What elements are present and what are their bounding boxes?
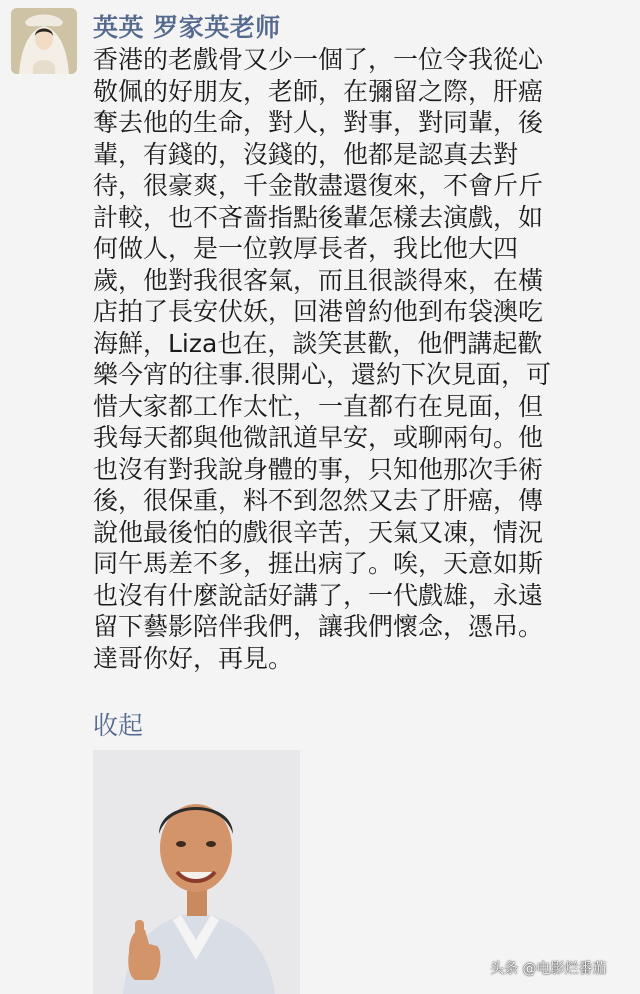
collapse-link[interactable]: 收起 bbox=[93, 711, 144, 740]
post-text-line: 留下藝影陪伴我們，讓我們懷念，憑吊。 bbox=[93, 612, 544, 641]
post-text-line: 敬佩的好朋友，老師，在彌留之際，肝癌 bbox=[93, 76, 544, 106]
post-text-line: 何做人，是一位敦厚長者，我比他大四 bbox=[93, 234, 519, 263]
post-text-line: 惜大家都工作太忙，一直都冇在見面，但 bbox=[93, 391, 544, 421]
avatar-portrait bbox=[11, 8, 77, 74]
post-text-line: 待，很豪爽，千金散盡還復來，不會斤斤 bbox=[93, 171, 544, 200]
post-text-line: 同午馬差不多，捱出病了。唉，天意如斯 bbox=[93, 549, 544, 578]
post-text-line: 也沒有對我說身體的事，只知他那次手術 bbox=[93, 454, 544, 484]
photo-portrait bbox=[93, 750, 300, 994]
post-text-line: 海鮮，Liza也在，談笑甚歡，他們講起歡 bbox=[93, 328, 543, 358]
post-text-line: 歲，他對我很客氣，而且很談得來，在橫 bbox=[93, 265, 544, 295]
post-text-line: 店拍了長安伏妖，回港曾約他到布袋澳吃 bbox=[93, 297, 544, 326]
post-text-line: 香港的老戲骨又少一個了，一位令我從心 bbox=[93, 45, 544, 74]
post-body bbox=[93, 44, 593, 674]
post-text-line: 達哥你好，再見。 bbox=[93, 643, 294, 673]
avatar[interactable] bbox=[11, 8, 77, 74]
post-text-line: 後，很保重，料不到忽然又去了肝癌，傳 bbox=[93, 486, 544, 515]
post-photo[interactable] bbox=[93, 750, 300, 994]
post-text-line: 說他最後怕的戲很辛苦，天氣又凍，情況 bbox=[93, 517, 544, 547]
author-name[interactable]: 英英 罗家英老师 bbox=[93, 13, 281, 42]
post-text-line: 我每天都與他微訊道早安，或聊兩句。他 bbox=[93, 423, 544, 452]
post-text-line: 也沒有什麼說話好講了，一代戲雄，永遠 bbox=[93, 580, 544, 610]
post-text-line: 樂今宵的往事.很開心，還約下次見面，可 bbox=[93, 360, 551, 389]
post-text-line: 輩，有錢的，沒錢的，他都是認真去對 bbox=[93, 139, 519, 169]
post-text-line: 計較，也不吝嗇指點後輩怎樣去演戲，如 bbox=[93, 202, 544, 232]
watermark: 头条 @电影烂番茄 bbox=[490, 961, 607, 977]
post-text-line: 奪去他的生命，對人，對事，對同輩，後 bbox=[93, 108, 544, 137]
